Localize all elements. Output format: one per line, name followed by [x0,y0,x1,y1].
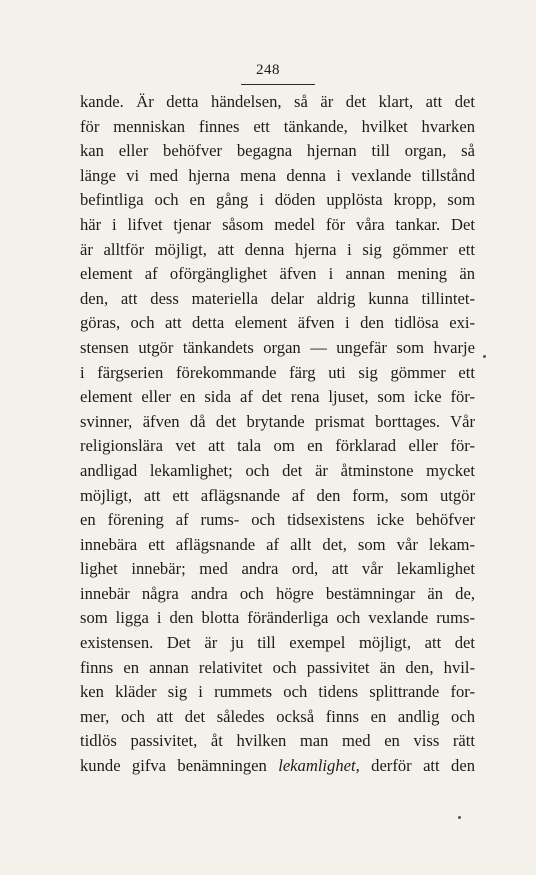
text-line: existensen. Det är ju till exempel möjligt, att det [80,633,475,653]
text-line: mer, och att det således också finns en andlig och [80,706,475,726]
text-line: kande. Är detta händelsen, så är det klart, att det [80,92,475,111]
body-text [80,90,475,779]
text-line: länge vi med hjerna mena denna i vexlande tillstånd [80,165,475,185]
text-line: element af oförgänglighet äfven i annan mening än [80,264,475,284]
last-line-before: kunde gifva benämningen [80,756,279,776]
text-line: befintliga och en gång i döden upplösta kropp, som [80,190,475,210]
text-line: i färgserien förekommande färg uti sig gömmer ett [80,362,475,382]
text-line-last [80,754,475,779]
text-line: en förening af rums- och tidsexistens icke behöfver [80,510,475,530]
text-line: religionslära vet att tala om en förklarad eller för- [80,436,475,456]
emphasized-word: lekamlighet, [278,756,360,776]
text-line: finns en annan relativitet och passivitet än den, hvil- [80,657,475,677]
text-line: för menniskan finnes ett tänkande, hvilket hvarken [80,116,475,136]
paper-speck [483,355,486,358]
text-line: som ligga i den blotta föränderliga och vexlande rums- [80,608,475,628]
text-line: den, att dess materiella delar aldrig kunna tillintet- [80,288,475,308]
text-line: element eller en sida af det rena ljuset, som icke för- [80,387,475,407]
text-line: stensen utgör tänkandets organ — ungefär som hvarje [80,337,475,357]
text-line: ken kläder sig i rummets och tidens splittrande for- [80,682,475,702]
text-line: här i lifvet tjenar såsom medel för våra tankar. Det [80,214,475,234]
text-line: kan eller behöfver begagna hjernan till organ, så [80,141,475,161]
page-number-rule [241,84,315,85]
text-line: lighet innebär; med andra ord, att vår lekamlighet [80,559,475,579]
text-line: innebära ett aflägsnande af allt det, som vår lekam- [80,534,475,554]
text-line: tidlös passivitet, åt hvilken man med en viss rätt [80,731,475,751]
text-line: möjligt, att ett aflägsnande af den form, som utgör [80,485,475,505]
text-line: innebär några andra och högre bestämningar än de, [80,583,475,603]
last-line-after: derför att den [359,756,475,776]
text-line: är alltför möjligt, att denna hjerna i sig gömmer ett [80,239,475,259]
page-number: 248 [256,62,280,78]
text-line: andligad lekamlighet; och det är åtminstone mycket [80,460,475,480]
text-line: göras, och att detta element äfven i den tidlösa exi- [80,313,475,333]
text-line: svinner, äfven då det brytande prismat borttages. Vår [80,411,475,431]
paper-speck [458,816,461,819]
